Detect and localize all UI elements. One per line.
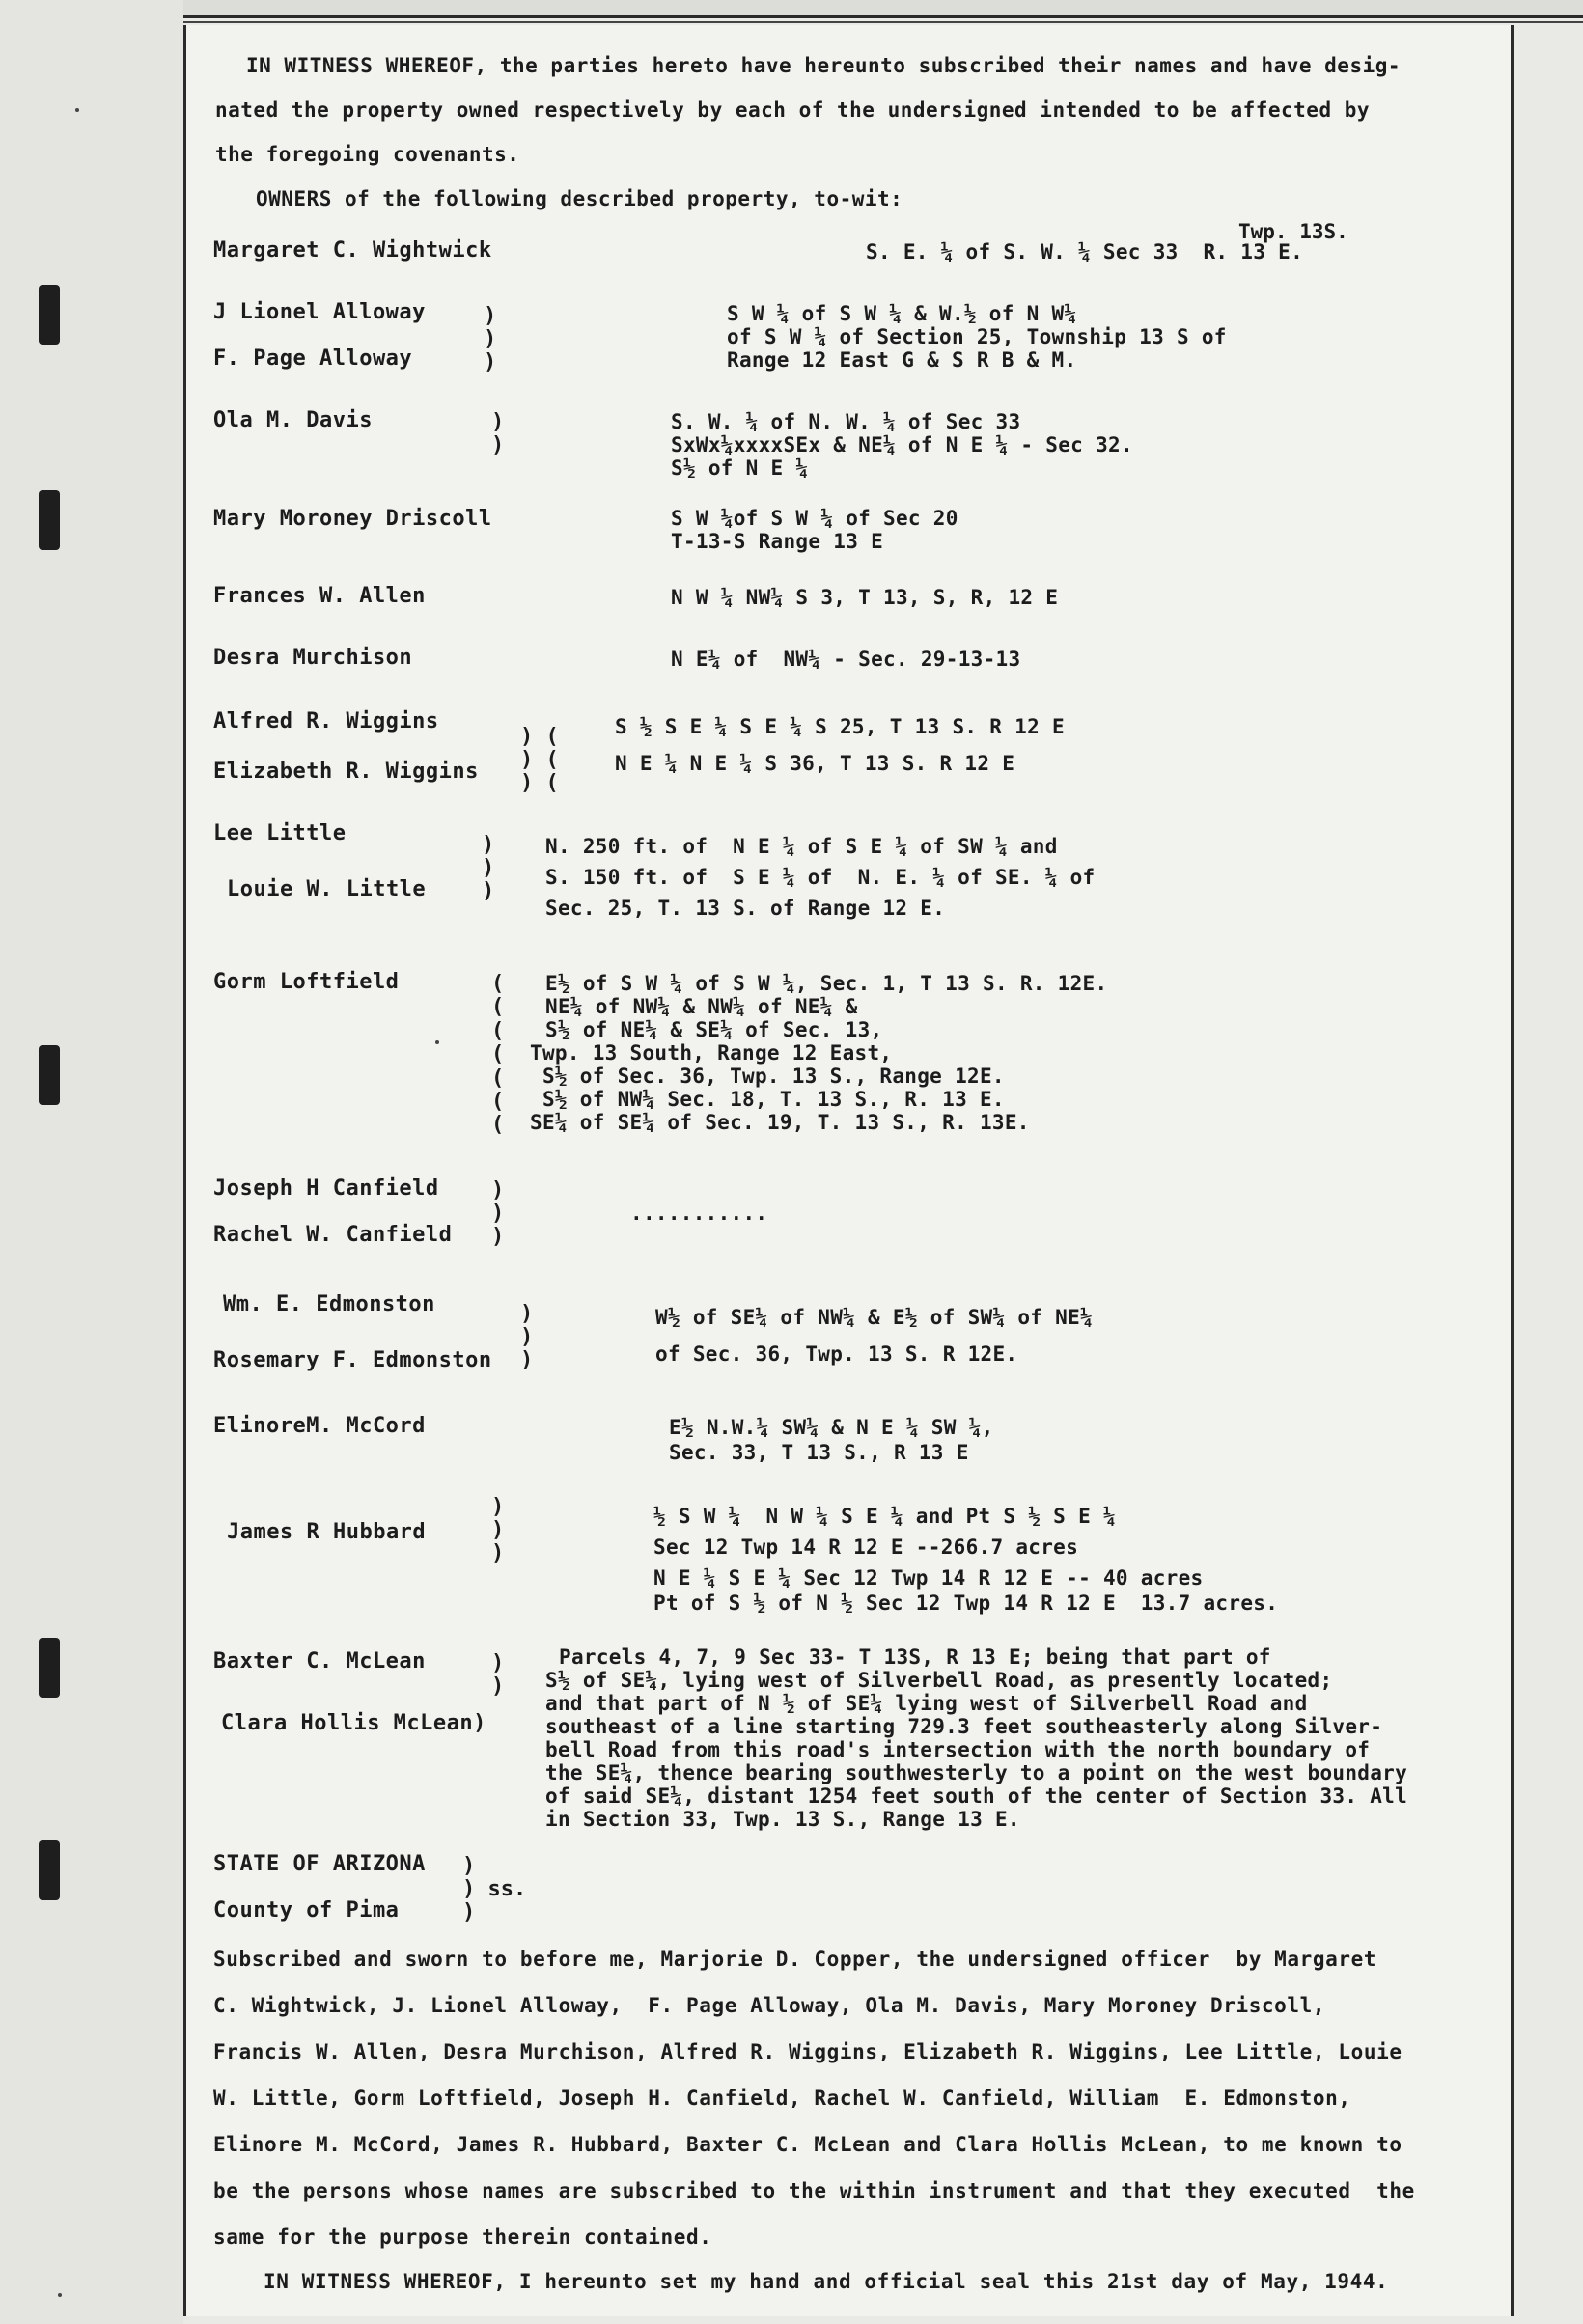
property-description: S½ of NW¼ Sec. 18, T. 13 S., R. 13 E. bbox=[530, 1088, 1005, 1111]
intro-line-3: the foregoing covenants. bbox=[215, 143, 520, 166]
jurat-line: C. Wightwick, J. Lionel Alloway, F. Page Alloway, Ola M. Davis, Mary Moroney Driscoll, bbox=[213, 1994, 1326, 2017]
owner-name: Clara Hollis McLean) bbox=[221, 1711, 486, 1735]
property-description: S½ of Sec. 36, Twp. 13 S., Range 12E. bbox=[530, 1065, 1005, 1088]
property-description: and that part of N ½ of SE¼ lying west of Silverbell Road and bbox=[545, 1692, 1308, 1715]
property-description: N E ¼ N E ¼ S 36, T 13 S. R 12 E bbox=[615, 752, 1015, 775]
closing-witness-line: IN WITNESS WHEREOF, I hereunto set my hand and official seal this 21st day of May, 1944. bbox=[264, 2270, 1389, 2293]
binder-hole bbox=[39, 1840, 60, 1900]
bracket: ) ) ) bbox=[520, 1302, 534, 1372]
binder-hole bbox=[39, 1045, 60, 1105]
township-label: Twp. 13S. bbox=[1238, 220, 1348, 243]
property-description: ........... bbox=[630, 1202, 768, 1225]
property-description: of said SE¼, distant 1254 feet south of the center of Section 33. All bbox=[545, 1784, 1408, 1808]
property-description: SE¼ of SE¼ of Sec. 19, T. 13 S., R. 13E. bbox=[530, 1111, 1030, 1134]
owner-name: Baxter C. McLean bbox=[213, 1649, 426, 1674]
owner-name: Rosemary F. Edmonston bbox=[213, 1348, 492, 1372]
document-page bbox=[183, 25, 1514, 2316]
property-description: N W ¼ NW¼ S 3, T 13, S, R, 12 E bbox=[671, 586, 1059, 609]
property-description: Twp. 13 South, Range 12 East, bbox=[530, 1041, 893, 1065]
bracket: ) ) ) bbox=[484, 304, 497, 374]
bracket: ) ) ) bbox=[482, 833, 495, 903]
property-description: S ½ S E ¼ S E ¼ S 25, T 13 S. R 12 E bbox=[615, 715, 1065, 738]
property-description: Sec 12 Twp 14 R 12 E --266.7 acres bbox=[653, 1536, 1079, 1559]
bracket: ) ( ) ( ) ( bbox=[520, 725, 559, 795]
owner-name: Elizabeth R. Wiggins bbox=[213, 760, 479, 784]
property-description: the SE¼, thence bearing southwesterly to a point on the west boundary bbox=[545, 1761, 1408, 1784]
property-description: NE¼ of NW¼ & NW¼ of NE¼ & bbox=[545, 995, 858, 1018]
owner-name: Wm. E. Edmonston bbox=[223, 1292, 435, 1316]
property-description: S½ of NE¼ & SE¼ of Sec. 13, bbox=[545, 1018, 883, 1041]
property-description: SxWx¼xxxxSEx & NE¼ of N E ¼ - Sec 32. bbox=[671, 433, 1133, 456]
property-description: T-13-S Range 13 E bbox=[671, 530, 884, 553]
property-description: S½ of N E ¼ bbox=[671, 456, 809, 480]
owner-name: Lee Little bbox=[213, 821, 347, 845]
property-description: of S W ¼ of Section 25, Township 13 S of bbox=[727, 325, 1227, 348]
owner-name: Mary Moroney Driscoll bbox=[213, 507, 492, 531]
owner-name: James R Hubbard bbox=[227, 1520, 427, 1544]
owner-name: Alfred R. Wiggins bbox=[213, 709, 439, 733]
property-description: Parcels 4, 7, 9 Sec 33- T 13S, R 13 E; being that part of bbox=[559, 1646, 1271, 1669]
top-film-edge bbox=[0, 0, 1583, 18]
owners-heading: OWNERS of the following described property, to-wit: bbox=[256, 187, 903, 210]
property-description: E½ N.W.¼ SW¼ & N E ¼ SW ¼, bbox=[669, 1416, 994, 1439]
property-description: E½ of S W ¼ of S W ¼, Sec. 1, T 13 S. R. 12E. bbox=[545, 972, 1108, 995]
property-description: N E¼ of NW¼ - Sec. 29-13-13 bbox=[671, 648, 1021, 671]
jurat-line: Subscribed and sworn to before me, Marjorie D. Copper, the undersigned officer by Margaret bbox=[213, 1948, 1377, 1971]
property-description: S W ¼of S W ¼ of Sec 20 bbox=[671, 507, 958, 530]
property-description: N E ¼ S E ¼ Sec 12 Twp 14 R 12 E -- 40 acres bbox=[653, 1566, 1204, 1590]
property-description: S. W. ¼ of N. W. ¼ of Sec 33 bbox=[671, 410, 1021, 433]
binder-hole bbox=[39, 490, 60, 550]
property-description: southeast of a line starting 729.3 feet southeasterly along Silver- bbox=[545, 1715, 1383, 1738]
property-description: S½ of SE¼, lying west of Silverbell Road, as presently located; bbox=[545, 1669, 1333, 1692]
speck bbox=[435, 1040, 439, 1044]
property-description: W½ of SE¼ of NW¼ & E½ of SW¼ of NE¼ bbox=[655, 1306, 1094, 1329]
owner-name: Margaret C. Wightwick bbox=[213, 238, 492, 263]
property-description: ½ S W ¼ N W ¼ S E ¼ and Pt S ½ S E ¼ bbox=[653, 1505, 1116, 1528]
property-description: S W ¼ of S W ¼ & W.½ of N W¼ bbox=[727, 302, 1077, 325]
owner-name: Ola M. Davis bbox=[213, 408, 373, 432]
property-description: Sec. 33, T 13 S., R 13 E bbox=[669, 1441, 969, 1464]
intro-line-1: IN WITNESS WHEREOF, the parties hereto have hereunto subscribed their names and have desig- bbox=[246, 54, 1402, 77]
speck bbox=[75, 108, 79, 112]
owner-name: Frances W. Allen bbox=[213, 584, 426, 608]
intro-line-2: nated the property owned respectively by each of the undersigned intended to be affected by bbox=[215, 98, 1371, 122]
bracket: ) ) bbox=[491, 410, 505, 457]
jurat-line: be the persons whose names are subscribed to the within instrument and that they executed the bbox=[213, 2179, 1415, 2202]
bracket: ) ) ) bbox=[491, 1495, 505, 1565]
property-description: S. 150 ft. of S E ¼ of N. E. ¼ of SE. ¼ of bbox=[545, 866, 1096, 889]
property-description: Sec. 25, T. 13 S. of Range 12 E. bbox=[545, 897, 946, 920]
owner-name: Rachel W. Canfield bbox=[213, 1223, 453, 1247]
owner-name: ElinoreM. McCord bbox=[213, 1414, 426, 1438]
owner-name: Gorm Loftfield bbox=[213, 970, 400, 994]
left-margin bbox=[0, 0, 183, 2324]
speck bbox=[58, 2293, 62, 2297]
bracket: ( ( ( ( ( ( ( bbox=[491, 972, 505, 1138]
county-label: County of Pima bbox=[213, 1898, 400, 1923]
owner-name: Joseph H Canfield bbox=[213, 1176, 439, 1201]
property-description: in Section 33, Twp. 13 S., Range 13 E. bbox=[545, 1808, 1020, 1831]
bracket: ) ) ) bbox=[491, 1178, 505, 1249]
property-description: N. 250 ft. of N E ¼ of S E ¼ of SW ¼ and bbox=[545, 835, 1058, 858]
owner-name: J Lionel Alloway bbox=[213, 300, 426, 324]
property-description: of Sec. 36, Twp. 13 S. R 12E. bbox=[655, 1342, 1018, 1366]
owner-name: Desra Murchison bbox=[213, 646, 413, 670]
state-label: STATE OF ARIZONA bbox=[213, 1852, 426, 1876]
bracket: ) ) bbox=[491, 1651, 505, 1699]
jurat-line: Francis W. Allen, Desra Murchison, Alfred R. Wiggins, Elizabeth R. Wiggins, Lee Little, Louie bbox=[213, 2040, 1402, 2063]
jurat-line: W. Little, Gorm Loftfield, Joseph H. Canfield, Rachel W. Canfield, William E. Edmonston, bbox=[213, 2087, 1351, 2110]
jurat-line: same for the purpose therein contained. bbox=[213, 2226, 712, 2249]
venue-bracket: ) ) ss. ) bbox=[462, 1854, 527, 1924]
property-description: S. E. ¼ of S. W. ¼ Sec 33 R. 13 E. bbox=[866, 240, 1304, 263]
binder-hole bbox=[39, 285, 60, 345]
owner-name: F. Page Alloway bbox=[213, 346, 413, 371]
jurat-line: Elinore M. McCord, James R. Hubbard, Baxter C. McLean and Clara Hollis McLean, to me known to bbox=[213, 2133, 1402, 2156]
property-description: Pt of S ½ of N ½ Sec 12 Twp 14 R 12 E 13.7 acres. bbox=[653, 1591, 1279, 1615]
binder-hole bbox=[39, 1638, 60, 1698]
top-rule bbox=[0, 21, 1583, 23]
owner-name: Louie W. Little bbox=[227, 877, 427, 901]
property-description: Range 12 East G & S R B & M. bbox=[727, 348, 1077, 372]
property-description: bell Road from this road's intersection with the north boundary of bbox=[545, 1738, 1371, 1761]
